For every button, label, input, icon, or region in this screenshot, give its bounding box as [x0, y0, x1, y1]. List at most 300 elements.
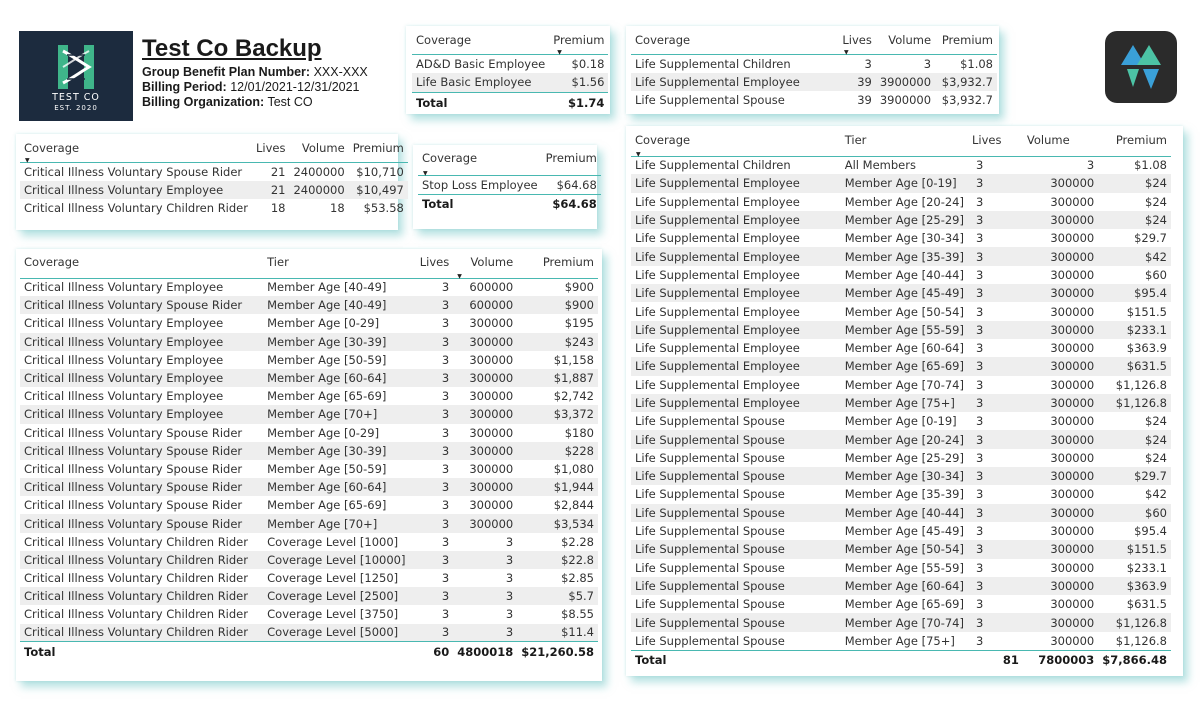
coverage-cell: Life Supplemental Spouse [635, 487, 785, 502]
lives-cell: 3 [441, 425, 450, 440]
premium-cell: $24 [1145, 414, 1167, 429]
billing-period-line [142, 80, 360, 94]
table-row[interactable] [20, 387, 598, 405]
premium-cell: $363.9 [1126, 341, 1167, 356]
tier-cell: Member Age [0-19] [841, 174, 968, 192]
volume-cell: 300000 [1023, 540, 1098, 558]
lives-cell: 3 [441, 534, 450, 549]
lives-cell: 3 [409, 442, 453, 460]
premium-cell: $5.7 [517, 587, 598, 605]
table-row[interactable] [20, 351, 598, 369]
sort-down-icon: ▼ [25, 156, 30, 164]
column-header-lives[interactable]: Lives [419, 255, 450, 269]
tier-cell: Member Age [25-29] [844, 450, 964, 465]
volume-cell: 300000 [1023, 394, 1098, 412]
lives-cell: 3 [968, 467, 1023, 485]
lives-cell: 3 [441, 571, 450, 586]
column-header-coverage[interactable]: Coverage [635, 33, 691, 47]
volume-cell: 300000 [1050, 450, 1095, 465]
table-row[interactable] [20, 478, 598, 496]
triangles-brand-icon [1105, 31, 1177, 103]
column-header-lives-label: Lives [842, 33, 872, 47]
coverage-cell: Life Supplemental Spouse [635, 450, 785, 465]
coverage-cell: Life Supplemental Employee [631, 284, 841, 302]
volume-cell: 300000 [469, 461, 514, 476]
volume-cell: 300000 [469, 425, 514, 440]
table-row[interactable] [631, 485, 1171, 503]
tier-cell: Member Age [30-39] [263, 442, 409, 460]
lives-cell: 3 [968, 357, 1023, 375]
sort-down-icon: ▼ [557, 48, 562, 56]
volume-cell: 300000 [469, 498, 514, 513]
column-header-tier[interactable]: Tier [267, 255, 289, 269]
column-header-coverage[interactable] [418, 151, 542, 175]
coverage-cell: Life Supplemental Spouse [631, 577, 841, 595]
premium-cell: $631.5 [1098, 357, 1171, 375]
total-cell: $7,866.48 [1098, 650, 1171, 670]
coverage-cell: Critical Illness Voluntary Children Rider [24, 534, 248, 549]
tier-cell: Member Age [0-29] [267, 425, 380, 440]
coverage-cell: Critical Illness Voluntary Children Rider [24, 607, 248, 622]
coverage-cell: Life Supplemental Spouse [635, 560, 785, 575]
volume-cell: 3 [453, 624, 517, 642]
lives-cell: 3 [975, 633, 984, 648]
tier-cell: Member Age [65-69] [267, 389, 387, 404]
volume-cell: 3 [453, 551, 517, 569]
total-cell [263, 642, 409, 662]
table-row[interactable] [20, 162, 408, 181]
premium-cell: $1,126.8 [1098, 613, 1171, 631]
column-header-volume[interactable]: Volume [1026, 133, 1070, 147]
total-cell: 60 [409, 642, 453, 662]
table-row[interactable] [631, 193, 1171, 211]
premium-cell: $228 [517, 442, 598, 460]
column-header-premium[interactable]: Premium [352, 141, 404, 155]
volume-cell: 300000 [1023, 613, 1098, 631]
lives-cell: 3 [409, 405, 453, 423]
table-row[interactable] [631, 559, 1171, 577]
table-row[interactable] [418, 175, 601, 194]
premium-cell: $24 [1145, 450, 1167, 465]
lives-cell: 3 [975, 341, 984, 356]
premium-cell: $42 [1145, 487, 1167, 502]
coverage-cell: Life Supplemental Employee [635, 267, 800, 282]
table-row[interactable] [20, 460, 598, 478]
premium-cell: $900 [564, 280, 594, 295]
tier-cell: Member Age [55-59] [841, 321, 968, 339]
table-row[interactable] [20, 199, 408, 218]
table-row[interactable] [20, 296, 598, 314]
table-row[interactable] [631, 247, 1171, 265]
tier-cell: Member Age [45-49] [844, 524, 964, 539]
lives-cell: 3 [975, 304, 984, 319]
company-logo [19, 31, 133, 121]
total-row [631, 650, 1171, 670]
table-row[interactable] [412, 54, 608, 73]
column-header-coverage[interactable]: Coverage [24, 255, 80, 269]
table-row[interactable] [631, 632, 1171, 650]
table-row[interactable] [631, 467, 1171, 485]
table-row[interactable] [631, 430, 1171, 448]
volume-cell: 300000 [469, 352, 514, 367]
column-header-tier[interactable]: Tier [844, 133, 867, 147]
coverage-cell: Critical Illness Voluntary Spouse Rider [20, 514, 263, 532]
table-row[interactable] [631, 229, 1171, 247]
table-row[interactable] [20, 605, 598, 623]
table-row[interactable] [20, 514, 598, 532]
coverage-cell: Critical Illness Voluntary Spouse Rider [24, 164, 243, 179]
lives-cell: 3 [968, 613, 1023, 631]
coverage-cell: Life Supplemental Children [635, 158, 791, 173]
premium-cell: $1,126.8 [1098, 394, 1171, 412]
coverage-cell: Critical Illness Voluntary Children Rider [20, 587, 263, 605]
coverage-cell: Life Supplemental Employee [631, 321, 841, 339]
lives-cell: 3 [975, 231, 984, 246]
coverage-cell: Life Supplemental Spouse [635, 524, 785, 539]
table-row[interactable] [631, 613, 1171, 631]
volume-cell: 3 [505, 607, 514, 622]
table-row[interactable] [631, 54, 997, 73]
premium-cell: $243 [517, 333, 598, 351]
table-row[interactable] [20, 424, 598, 442]
tier-cell: Member Age [40-49] [267, 280, 387, 295]
brand-app-icon[interactable] [1105, 31, 1177, 103]
coverage-cell: Life Supplemental Spouse [635, 597, 785, 612]
lives-cell: 3 [441, 280, 450, 295]
tier-cell: Member Age [25-29] [841, 211, 968, 229]
volume-cell: 3 [505, 571, 514, 586]
volume-cell: 300000 [1050, 231, 1095, 246]
table-row[interactable] [631, 540, 1171, 558]
sort-down-icon: ▼ [423, 169, 428, 177]
table-row[interactable] [20, 624, 598, 642]
column-header-premium[interactable]: Premium [545, 151, 597, 165]
lives-cell: 3 [975, 158, 984, 173]
lives-cell: 3 [409, 369, 453, 387]
coverage-cell: Life Basic Employee [412, 73, 549, 92]
coverage-cell: Life Supplemental Employee [635, 194, 800, 209]
total-premium: $64.68 [542, 194, 601, 213]
table-row[interactable] [631, 284, 1171, 302]
tier-cell: Coverage Level [5000] [263, 624, 409, 642]
premium-cell: $1.56 [549, 73, 608, 92]
table-row[interactable] [631, 266, 1171, 284]
table-row[interactable] [631, 449, 1171, 467]
lives-cell: 3 [975, 194, 984, 209]
column-header-coverage-label: Coverage [422, 151, 478, 165]
total-cell: 4800018 [453, 642, 517, 662]
lives-cell: 3 [975, 487, 984, 502]
volume-cell: 600000 [469, 280, 514, 295]
billing-period-value: 12/01/2021-12/31/2021 [230, 80, 360, 94]
tier-cell: Member Age [65-69] [844, 597, 964, 612]
lives-cell: 3 [441, 316, 450, 331]
tier-cell: Coverage Level [3750] [267, 607, 399, 622]
lives-cell: 3 [975, 524, 984, 539]
table-row[interactable] [20, 278, 598, 296]
volume-cell: 3 [923, 56, 932, 71]
column-header-coverage[interactable] [631, 133, 841, 156]
table-row[interactable] [631, 73, 997, 92]
table-row[interactable] [20, 569, 598, 587]
premium-cell: $2.85 [561, 571, 594, 586]
tier-cell: Member Age [35-39] [844, 487, 964, 502]
volume-cell: 3 [453, 587, 517, 605]
coverage-cell: Critical Illness Voluntary Spouse Rider [20, 478, 263, 496]
column-header-lives[interactable]: Lives [971, 133, 1002, 147]
volume-cell: 300000 [453, 514, 517, 532]
total-label: Total [418, 194, 542, 213]
table-row[interactable] [20, 405, 598, 423]
premium-cell: $233.1 [1126, 560, 1167, 575]
table-row[interactable] [631, 577, 1171, 595]
table-row[interactable] [631, 412, 1171, 430]
table-row[interactable] [20, 181, 408, 200]
volume-cell: 2400000 [293, 164, 345, 179]
lives-cell: 21 [270, 164, 286, 179]
column-header-coverage-label: Coverage [635, 133, 691, 147]
total-label: Total [412, 92, 549, 113]
lives-cell: 3 [968, 247, 1023, 265]
volume-cell: 300000 [1023, 357, 1098, 375]
premium-cell: $1,126.8 [1115, 377, 1167, 392]
table-row[interactable] [631, 394, 1171, 412]
lives-cell: 39 [857, 93, 872, 108]
table-row[interactable] [631, 156, 1171, 174]
sort-down-icon: ▼ [843, 48, 849, 56]
premium-cell: $1,080 [553, 461, 594, 476]
volume-cell: 2400000 [289, 181, 348, 200]
coverage-cell: AD&D Basic Employee [416, 56, 546, 71]
column-header-coverage[interactable]: Coverage [416, 33, 472, 47]
column-header-volume[interactable]: Volume [301, 141, 345, 155]
table-row[interactable] [631, 91, 997, 110]
coverage-cell: Critical Illness Voluntary Children Rider [24, 571, 248, 586]
table-row[interactable] [20, 551, 598, 569]
premium-cell: $24 [1145, 194, 1167, 209]
lives-cell: 3 [968, 321, 1023, 339]
tier-cell: Member Age [60-64] [844, 341, 964, 356]
lives-cell: 21 [252, 181, 289, 200]
lives-cell: 3 [409, 587, 453, 605]
stop-loss-table [418, 151, 601, 213]
volume-cell: 300000 [453, 405, 517, 423]
coverage-cell: Critical Illness Voluntary Children Rider [20, 624, 263, 642]
coverage-cell: Critical Illness Voluntary Spouse Rider [24, 461, 243, 476]
table-row[interactable] [631, 174, 1171, 192]
volume-cell: 300000 [1050, 194, 1095, 209]
lives-cell: 3 [441, 389, 450, 404]
basic-coverage-table [412, 33, 608, 113]
tier-cell: Member Age [35-39] [841, 247, 968, 265]
tier-cell: Member Age [70-74] [841, 613, 968, 631]
total-cell: 81 [968, 650, 1023, 670]
total-premium: $1.74 [549, 92, 608, 113]
plan-number-value: XXX-XXX [313, 65, 368, 79]
coverage-cell: Life Supplemental Spouse [631, 504, 841, 522]
table-row[interactable] [631, 339, 1171, 357]
tier-cell: Member Age [40-49] [263, 296, 409, 314]
life-summary-table [631, 33, 997, 110]
premium-cell: $1,887 [517, 369, 598, 387]
premium-cell: $60 [1145, 267, 1167, 282]
table-row[interactable] [20, 333, 598, 351]
premium-cell: $29.7 [1098, 467, 1171, 485]
premium-cell: $60 [1098, 504, 1171, 522]
sort-down-icon: ▼ [457, 272, 462, 280]
table-row[interactable] [631, 357, 1171, 375]
table-row[interactable] [631, 504, 1171, 522]
tier-cell: Member Age [70+] [263, 405, 409, 423]
lives-cell: 39 [836, 73, 876, 92]
volume-cell: 300000 [1050, 524, 1095, 539]
coverage-cell: Critical Illness Voluntary Spouse Rider [24, 498, 243, 513]
premium-cell: $0.18 [571, 56, 605, 71]
coverage-cell: Critical Illness Voluntary Employee [20, 369, 263, 387]
premium-cell: $2,742 [553, 389, 594, 404]
billing-org-line [142, 95, 313, 109]
premium-cell: $3,932.7 [935, 73, 997, 92]
volume-cell: 300000 [1023, 577, 1098, 595]
column-header-volume-label: Volume [470, 255, 514, 269]
coverage-cell: Life Supplemental Employee [635, 341, 800, 356]
column-header-coverage-label: Coverage [24, 141, 80, 155]
volume-cell: 300000 [453, 442, 517, 460]
volume-cell: 300000 [469, 389, 514, 404]
volume-cell: 300000 [1023, 504, 1098, 522]
premium-cell: $151.5 [1126, 304, 1167, 319]
coverage-cell: Critical Illness Voluntary Employee [24, 389, 224, 404]
coverage-cell: Life Supplemental Employee [631, 247, 841, 265]
table-row[interactable] [631, 522, 1171, 540]
lives-cell: 3 [968, 540, 1023, 558]
premium-cell: $180 [564, 425, 594, 440]
table-row[interactable] [20, 314, 598, 332]
total-label: Total [631, 650, 841, 670]
tier-cell: Member Age [30-34] [844, 231, 964, 246]
premium-cell: $3,932.7 [941, 93, 993, 108]
column-header-premium[interactable]: Premium [542, 255, 594, 269]
premium-cell: $95.4 [1098, 284, 1171, 302]
premium-cell: $1,944 [517, 478, 598, 496]
volume-cell: 3900000 [876, 73, 935, 92]
billing-org-value: Test CO [267, 95, 313, 109]
lives-cell: 3 [409, 551, 453, 569]
tier-cell: Member Age [30-39] [263, 333, 409, 351]
tier-cell: Member Age [70+] [263, 514, 409, 532]
tier-cell: Member Age [40-44] [844, 267, 964, 282]
column-header-coverage[interactable] [20, 141, 252, 162]
total-cell: 7800003 [1023, 650, 1098, 670]
tier-cell: Member Age [60-64] [263, 369, 409, 387]
lives-cell: 18 [270, 201, 286, 216]
lives-cell: 3 [441, 607, 450, 622]
volume-cell: 300000 [1050, 377, 1095, 392]
coverage-cell: Critical Illness Voluntary Spouse Rider [20, 442, 263, 460]
lives-cell: 3 [968, 174, 1023, 192]
logo-line-1: TEST CO [52, 92, 100, 103]
premium-cell: $2.28 [561, 534, 594, 549]
volume-cell: 3900000 [879, 93, 932, 108]
table-row[interactable] [631, 595, 1171, 613]
volume-cell: 3 [1086, 158, 1095, 173]
tier-cell: Coverage Level [1000] [267, 534, 399, 549]
lives-cell: 3 [409, 514, 453, 532]
premium-cell: $24 [1098, 174, 1171, 192]
column-header-premium[interactable]: Premium [941, 33, 993, 47]
volume-cell: 300000 [1023, 321, 1098, 339]
premium-cell: $24 [1098, 430, 1171, 448]
premium-cell: $22.8 [517, 551, 598, 569]
lives-cell: 3 [409, 333, 453, 351]
table-row[interactable] [412, 73, 608, 92]
coverage-cell: Life Supplemental Spouse [631, 613, 841, 631]
table-row[interactable] [20, 587, 598, 605]
table-row[interactable] [20, 369, 598, 387]
column-header-lives[interactable] [836, 33, 876, 54]
coverage-cell: Life Supplemental Spouse [635, 633, 785, 648]
lives-cell: 3 [975, 414, 984, 429]
lives-cell: 3 [409, 478, 453, 496]
table-row[interactable] [631, 321, 1171, 339]
column-header-volume[interactable] [453, 255, 517, 278]
premium-cell: $10,710 [356, 164, 404, 179]
table-row[interactable] [20, 533, 598, 551]
lives-cell: 3 [968, 577, 1023, 595]
volume-cell: 300000 [1050, 597, 1095, 612]
volume-cell: 300000 [1050, 267, 1095, 282]
premium-cell: $8.55 [561, 607, 594, 622]
premium-cell: $1.08 [1134, 158, 1167, 173]
tier-cell: Member Age [75+] [841, 394, 968, 412]
tier-cell: Member Age [20-24] [844, 194, 964, 209]
coverage-cell: Critical Illness Voluntary Spouse Rider [24, 425, 243, 440]
column-header-lives[interactable]: Lives [255, 141, 286, 155]
tier-cell: Member Age [70-74] [844, 377, 964, 392]
premium-cell: $900 [517, 296, 598, 314]
column-header-premium[interactable] [549, 33, 608, 54]
coverage-cell: Life Supplemental Employee [635, 304, 800, 319]
ci-detail-table [20, 255, 598, 662]
table-row[interactable] [20, 442, 598, 460]
tier-cell: Member Age [0-19] [844, 414, 957, 429]
table-row[interactable] [631, 302, 1171, 320]
coverage-cell: Life Supplemental Employee [635, 231, 800, 246]
lives-cell: 3 [968, 394, 1023, 412]
premium-cell: $10,497 [349, 181, 408, 200]
total-cell: $21,260.58 [517, 642, 598, 662]
table-row[interactable] [631, 376, 1171, 394]
premium-cell: $233.1 [1098, 321, 1171, 339]
premium-cell: $24 [1098, 211, 1171, 229]
tier-cell: Member Age [60-64] [263, 478, 409, 496]
billing-period-label: Billing Period: [142, 80, 227, 94]
lives-cell: 3 [441, 461, 450, 476]
coverage-cell: Stop Loss Employee [422, 177, 538, 192]
tier-cell: Member Age [0-29] [267, 316, 380, 331]
tier-cell: Member Age [50-54] [841, 540, 968, 558]
table-row[interactable] [20, 496, 598, 514]
table-row[interactable] [631, 211, 1171, 229]
premium-cell: $631.5 [1126, 597, 1167, 612]
column-header-volume[interactable]: Volume [888, 33, 932, 47]
logo-line-2: EST. 2020 [54, 104, 98, 112]
column-header-premium[interactable]: Premium [1115, 133, 1167, 147]
tier-cell: Member Age [65-69] [267, 498, 387, 513]
tier-cell: Member Age [45-49] [841, 284, 968, 302]
lives-cell: 3 [975, 267, 984, 282]
coverage-cell: Critical Illness Voluntary Employee [20, 333, 263, 351]
